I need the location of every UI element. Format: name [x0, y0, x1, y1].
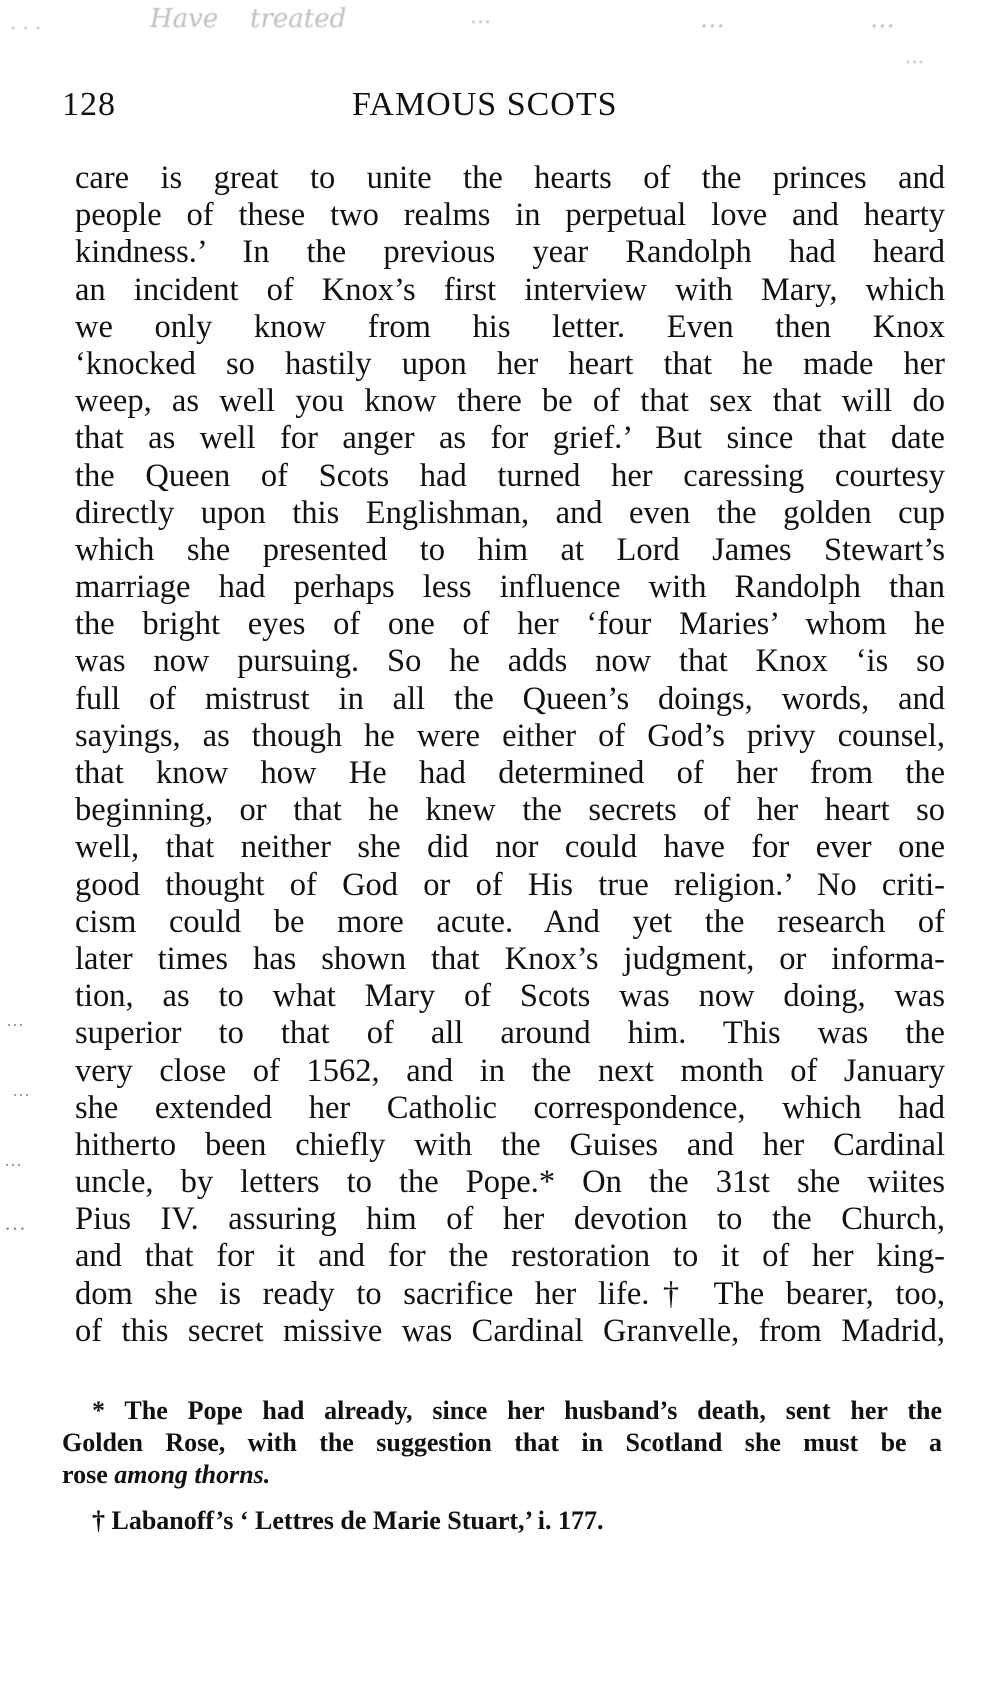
text-line: care is great to unite the hearts of the princes and — [75, 160, 945, 196]
text-line: was now pursuing. So he adds now that Knox ‘is so — [75, 643, 945, 680]
margin-marks — [0, 1010, 70, 1250]
text-line: that know how He had determined of her from the — [75, 755, 945, 791]
text-line: beginning, or that he knew the secrets of her heart so — [75, 792, 945, 829]
footnote-star-line: * The Pope had already, since her husband’s death, sent her the — [92, 1396, 942, 1425]
text-line: marriage had perhaps less influence with Randolph than — [75, 569, 945, 606]
footnote-star-line: Golden Rose, with the suggestion that in Scotland she must be a — [62, 1428, 942, 1457]
handwritten-annotation — [0, 4, 1000, 84]
margin-mark: … — [12, 1080, 30, 1100]
text-line: ‘knocked so hastily upon her heart that he made her — [75, 345, 945, 382]
footnote-spacer — [62, 1491, 942, 1505]
text-line: kindness.’ In the previous year Randolph had heard — [75, 234, 945, 271]
footnote-italic-text: among thorns. — [114, 1460, 271, 1489]
text-line: of this secret missive was Cardinal Granvelle, from Madrid, — [75, 1312, 945, 1349]
margin-mark: … — [4, 1150, 22, 1170]
text-line: the bright eyes of one of her ‘four Maries’ whom he — [75, 606, 945, 643]
footnote-dagger-line: † Labanoff’s ‘ Lettres de Marie Stuart,’ i. 177. — [92, 1506, 604, 1535]
handwriting-mark: ... — [905, 44, 925, 68]
text-line: directly upon this Englishman, and even the golden cup — [75, 494, 945, 531]
handwriting-mark: ... — [10, 10, 48, 34]
text-line: tion, as to what Mary of Scots was now doing, was — [75, 978, 945, 1015]
page-title: FAMOUS SCOTS — [352, 86, 618, 123]
page-number: 128 — [62, 86, 116, 123]
text-line: hitherto been chiefly with the Guises and her Cardinal — [75, 1126, 945, 1163]
footnote-text: rose — [62, 1460, 115, 1489]
text-line: superior to that of all around him. This was the — [75, 1015, 945, 1052]
running-head — [62, 86, 942, 136]
footnote-star-line — [62, 1459, 942, 1491]
text-line: very close of 1562, and in the next month of January — [75, 1052, 945, 1089]
text-line: later times has shown that Knox’s judgment, or informa- — [75, 940, 945, 977]
margin-mark: … — [6, 1010, 24, 1030]
text-line: she extended her Catholic correspondence, which had — [75, 1089, 945, 1126]
text-line: the Queen of Scots had turned her caressing courtesy — [75, 457, 945, 494]
footnotes — [62, 1395, 942, 1537]
text-line: people of these two realms in perpetual love and hearty — [75, 197, 945, 234]
text-line: we only know from his letter. Even then Knox — [75, 308, 945, 345]
text-line: uncle, by letters to the Pope.* On the 31st she wiites — [75, 1164, 945, 1201]
text-line: and that for it and for the restoration to it of her king- — [75, 1238, 945, 1275]
text-line: dom she is ready to sacrifice her life.† The bearer, too, — [75, 1275, 945, 1312]
text-line: an incident of Knox’s first interview with Mary, which — [75, 271, 945, 308]
handwriting-word: Have — [150, 4, 219, 34]
text-line: that as well for anger as for grief.’ But since that date — [75, 420, 945, 457]
text-line: weep, as well you know there be of that sex that will do — [75, 383, 945, 420]
text-line: sayings, as though he were either of God’s privy counsel, — [75, 717, 945, 754]
text-line: which she presented to him at Lord James Stewart’s — [75, 531, 945, 568]
margin-mark: … — [4, 1210, 26, 1235]
handwriting-word: treated — [250, 4, 347, 34]
text-line: well, that neither she did nor could have for ever one — [75, 829, 945, 866]
text-line: Pius IV. assuring him of her devotion to the Church, — [75, 1201, 945, 1238]
text-line: good thought of God or of His true religion.’ No criti- — [75, 866, 945, 903]
text-line: full of mistrust in all the Queen’s doings, words, and — [75, 680, 945, 717]
text-line: cism could be more acute. And yet the research of — [75, 903, 945, 940]
handwriting-mark: ... — [700, 4, 725, 34]
handwriting-mark: ... — [870, 4, 895, 34]
body-text — [75, 160, 945, 1350]
handwriting-mark: ... — [470, 4, 491, 29]
